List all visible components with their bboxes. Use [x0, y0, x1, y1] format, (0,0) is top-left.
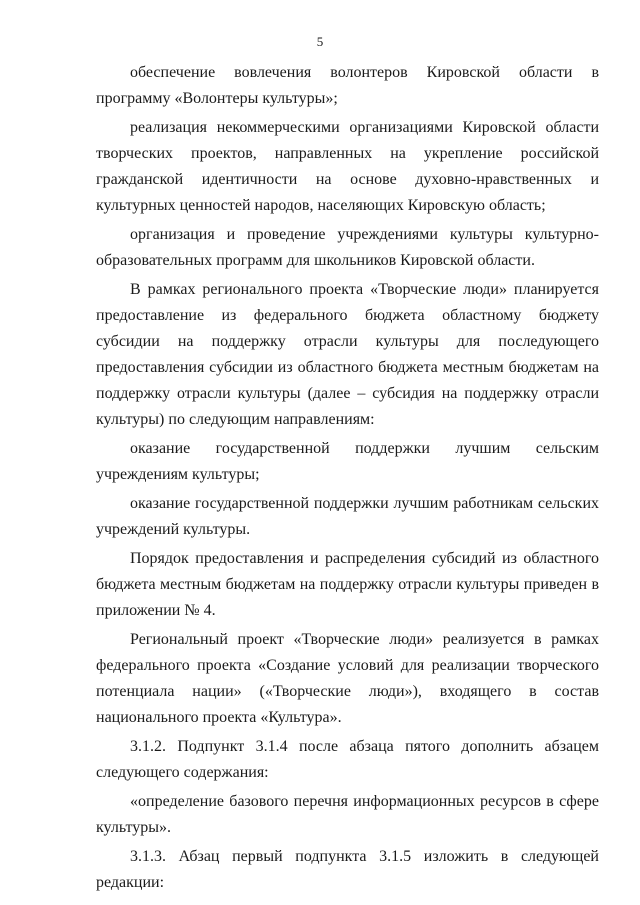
paragraph-school-programs: организация и проведение учреждениями культуры культурно-образовательных программ для школьников Кировской области. [96, 226, 599, 269]
paragraph-rural-institutions: оказание государственной поддержки лучшим сельским учреждениям культуры; [96, 440, 599, 483]
paragraph-federal-project: Региональный проект «Творческие люди» реализуется в рамках федерального проекта «Создание условий для реализации творческого потенциала нации» («Творческие люди»), входящего в состав национального проекта «Культура». [96, 631, 599, 726]
paragraph-volunteers: обеспечение вовлечения волонтеров Кировской области в программу «Волонтеры культуры»; [96, 64, 599, 107]
paragraph-amendment-3-1-2: 3.1.2. Подпункт 3.1.4 после абзаца пятого дополнить абзацем следующего содержания: [96, 738, 599, 781]
paragraph-subsidy-procedure: Порядок предоставления и распределения субсидий из областного бюджета местным бюджетам на поддержку отрасли культуры приведен в приложении № 4. [96, 550, 599, 619]
paragraph-subsidy-plan: В рамках регионального проекта «Творческие люди» планируется предоставление из федерального бюджета областному бюджету субсидии на поддержку отрасли культуры для последующего предоставления субсидии из областного бюджета местным бюджетам на поддержку отрасли культуры (далее – субсидия на поддержку отрасли культуры) по следующим направлениям: [96, 281, 599, 428]
page-number: 5 [316, 34, 324, 49]
paragraph-nonprofit-projects: реализация некоммерческими организациями Кировской области творческих проектов, направленных на укрепление российской гражданской идентичности на основе духовно-нравственных и культурных ценностей народов, населяющих Кировскую область; [96, 119, 599, 214]
document-body [96, 60, 599, 899]
paragraph-info-resources: «определение базового перечня информационных ресурсов в сфере культуры». [96, 793, 599, 836]
paragraph-amendment-3-1-3: 3.1.3. Абзац первый подпункта 3.1.5 изложить в следующей редакции: [96, 848, 599, 891]
paragraph-rural-workers: оказание государственной поддержки лучшим работникам сельских учреждений культуры. [96, 495, 599, 538]
